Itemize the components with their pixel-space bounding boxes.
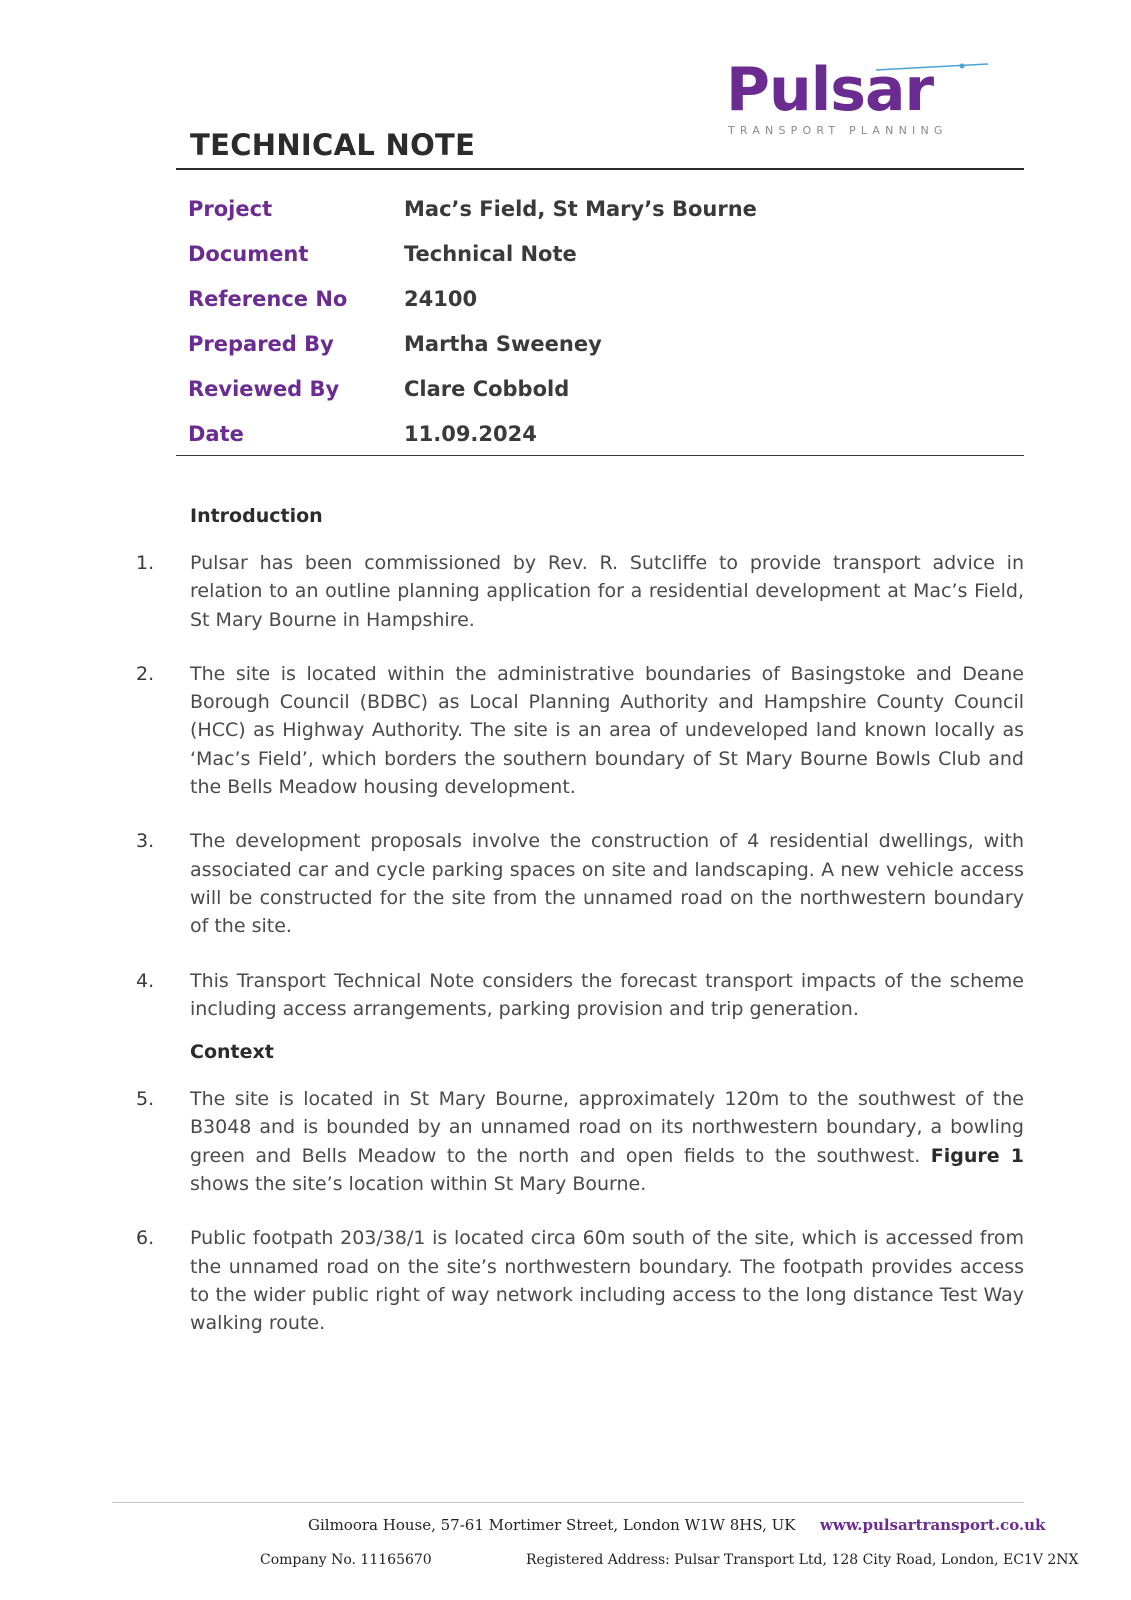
- meta-value: Martha Sweeney: [404, 331, 602, 356]
- meta-label: Reference No: [188, 286, 348, 311]
- meta-row-reviewed-by: [188, 366, 757, 411]
- section-heading-introduction: Introduction: [190, 505, 323, 527]
- meta-label: Document: [188, 241, 309, 266]
- meta-label: Prepared By: [188, 331, 334, 356]
- paragraph-text: The site is located within the administrative boundaries of Basingstoke and Deane Borough Council (BDBC) as Local Planning Authority and Hampshire County Council (HCC) as Highway Authority. The site is an area of undeveloped land known locally as ‘Mac’s Field’, which borders the southern boundary of St Mary Bourne Bowls Club and the Bells Meadow housing development.: [190, 662, 1024, 799]
- paragraph-text: Public footpath 203/38/1 is located circa 60m south of the site, which is accessed from the unnamed road on the site’s northwestern boundary. The footpath provides access to the wider public right of way network including access to the long distance Test Way walking route.: [190, 1227, 1024, 1335]
- footer-rule: [112, 1502, 1024, 1503]
- paragraph-6: [136, 1224, 1024, 1337]
- footer-address: Gilmoora House, 57-61 Mortimer Street, London W1W 8HS, UK: [308, 1516, 796, 1534]
- meta-row-project: [188, 186, 757, 231]
- meta-row-date: [188, 411, 757, 456]
- paragraph-text: This Transport Technical Note considers the forecast transport impacts of the scheme including access arrangements, parking provision and trip generation.: [190, 969, 1024, 1020]
- paragraph-text: The development proposals involve the construction of 4 residential dwellings, with associated car and cycle parking spaces on site and landscaping. A new vehicle access will be constructed for the site from the unnamed road on the northwestern boundary of the site.: [190, 830, 1024, 938]
- meta-value: Technical Note: [404, 241, 577, 266]
- pulsar-logo: [726, 56, 1016, 140]
- paragraph-text: Pulsar has been commissioned by Rev. R. Sutcliffe to provide transport advice in relation to an outline planning application for a residential development at Mac’s Field, St Mary Bourne in Hampshire.: [190, 552, 1024, 631]
- meta-label: Date: [188, 421, 244, 446]
- paragraph-number: 6.: [136, 1227, 155, 1250]
- meta-value: Mac’s Field, St Mary’s Bourne: [404, 196, 757, 221]
- paragraph-4: [136, 967, 1024, 1024]
- meta-value: 24100: [404, 286, 478, 311]
- meta-value: 11.09.2024: [404, 421, 537, 446]
- figure-reference: Figure 1: [930, 1144, 1024, 1167]
- logo-wordmark: Pulsar: [726, 56, 934, 125]
- paragraph-number: 1.: [136, 552, 155, 574]
- paragraph-text-before: The site is located in St Mary Bourne, approximately 120m to the southwest of the B3048 and is bounded by an unnamed road on its northwestern boundary, a bowling green and Bells Meadow to the north and open fields to the southwest.: [190, 1088, 1024, 1167]
- footer-company-number: Company No. 11165670: [260, 1552, 432, 1568]
- meta-row-document: [188, 231, 757, 276]
- meta-row-prepared-by: [188, 321, 757, 366]
- meta-label: Project: [188, 196, 273, 221]
- document-title: TECHNICAL NOTE: [190, 128, 476, 162]
- meta-value: Clare Cobbold: [404, 376, 570, 401]
- metadata-rule: [176, 455, 1024, 456]
- logo-tagline: TRANSPORT PLANNING: [728, 124, 948, 137]
- paragraph-number: 2.: [136, 662, 155, 685]
- header-rule: [176, 168, 1024, 170]
- document-body: [136, 505, 1024, 1364]
- meta-label: Reviewed By: [188, 376, 340, 401]
- paragraph-number: 5.: [136, 1088, 155, 1111]
- paragraph-3: [136, 827, 1024, 940]
- paragraph-1: [136, 549, 1024, 634]
- meta-row-reference: [188, 276, 757, 321]
- paragraph-text: [190, 1085, 1024, 1198]
- metadata-table: [188, 186, 757, 456]
- section-heading-context: Context: [190, 1041, 274, 1064]
- paragraph-number: 3.: [136, 830, 155, 853]
- paragraph-text-after: shows the site’s location within St Mary Bourne.: [190, 1173, 647, 1196]
- paragraph-2: [136, 660, 1024, 801]
- footer-website-link[interactable]: www.pulsartransport.co.uk: [820, 1516, 1046, 1534]
- paragraph-number: 4.: [136, 969, 155, 992]
- paragraph-5: [136, 1085, 1024, 1198]
- footer-registered-address: Registered Address: Pulsar Transport Ltd, 128 City Road, London, EC1V 2NX: [526, 1552, 1079, 1568]
